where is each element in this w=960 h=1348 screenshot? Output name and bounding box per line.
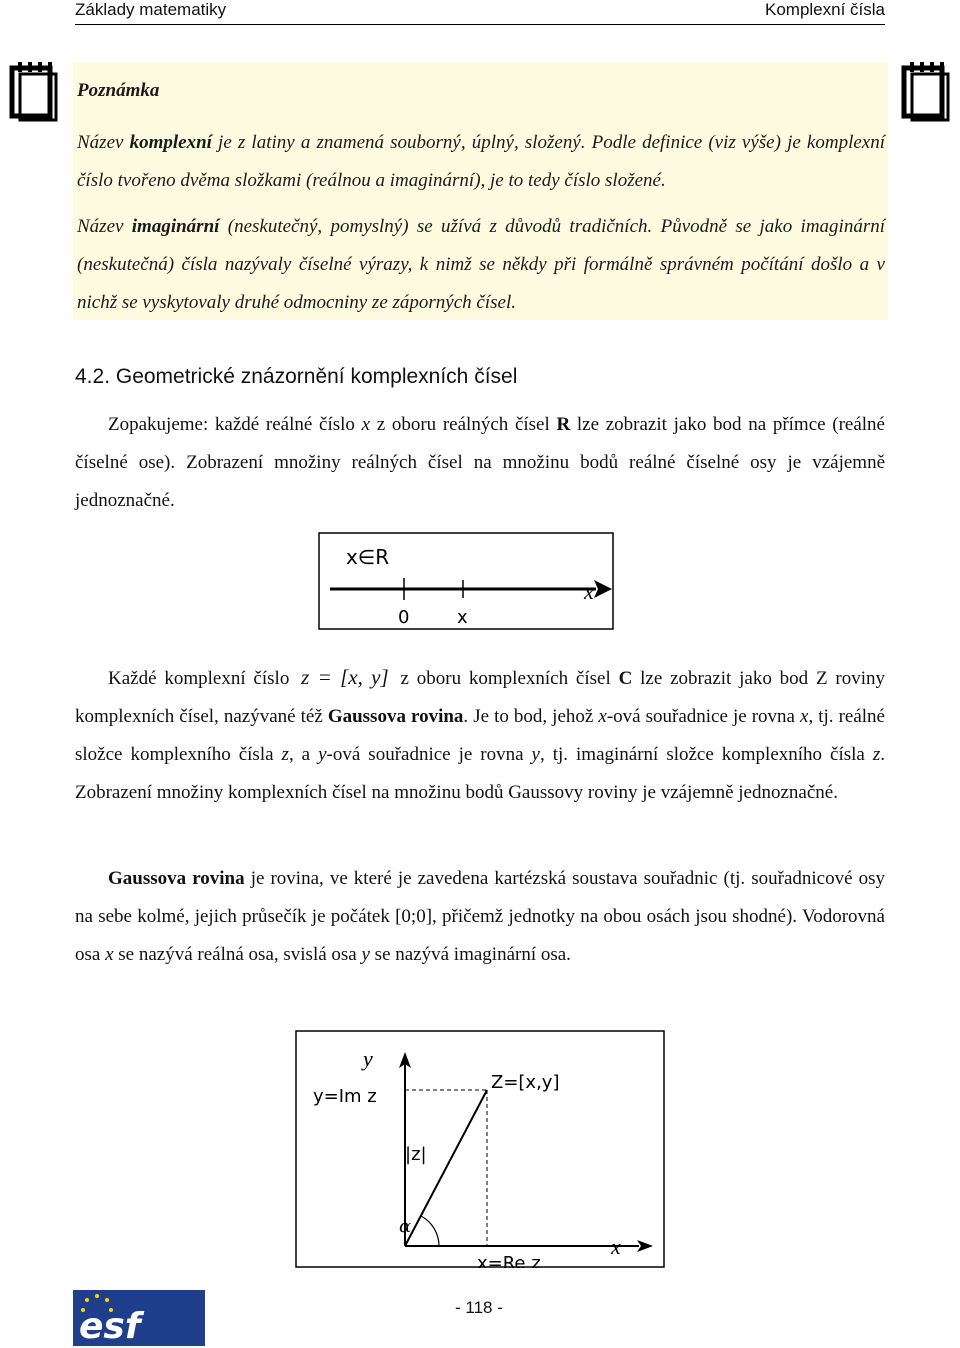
real-part-label: x=Re z [477, 1252, 541, 1268]
paragraph-real-line: Zopakujeme: každé reálné číslo x z oboru reálných čísel R lze zobrazit jako bod na přímce (reálné číselné ose). Zobrazení množiny reálných čísel na množinu bodů reálné číselné osy je vzájemně jednoznačné. [75, 414, 885, 511]
gauss-plane-figure [295, 1030, 665, 1268]
real-number-line-figure [318, 532, 614, 630]
notepad-icon [8, 60, 60, 122]
axis-y-label: y [363, 1046, 373, 1071]
note-paragraph-1: Název komplexní je z latiny a znamená souborný, úplný, složený. Podle definice (viz výše) je komplexní číslo tvořeno dvěma složkami (reálnou a imaginární), je to tedy číslo složené. [77, 132, 885, 191]
notepad-icon [900, 60, 952, 122]
point-z-label: Z=[x,y] [491, 1072, 560, 1093]
paragraph-gauss-plane: Každé komplexní číslo z = [x, y] z oboru komplexních čísel C lze zobrazit jako bod Z roviny komplexních čísel, nazývané též Gaussova rovina. Je to bod, jehož x-ová souřadnice je rovna x, tj. reálné složce komplexního čísla z, a y-ová souřadnice je rovna y, tj. imaginární složce komplexního čísla z. Zobrazení množiny komplexních čísel na množinu bodů Gaussovy roviny je vzájemně jednoznačné. [75, 665, 885, 803]
set-label: x∈R [346, 545, 390, 569]
header-right-title: Komplexní čísla [765, 0, 885, 19]
section-heading: 4.2. Geometrické znázornění komplexních čísel [75, 365, 518, 388]
header-left-title: Základy matematiky [75, 0, 227, 19]
esf-logo-text: esf [79, 1306, 141, 1346]
page-header [75, 0, 885, 25]
note-box [73, 62, 888, 320]
axis-x-label: x [611, 1234, 621, 1259]
alpha-label: α [399, 1216, 412, 1237]
axis-label: x [584, 579, 594, 604]
modulus-label: |z| [405, 1144, 427, 1165]
esf-logo [73, 1290, 205, 1346]
paragraph-gauss-definition: Gaussova rovina je rovina, ve které je zavedena kartézská soustava souřadnic (tj. souřadnicové osy na sebe kolmé, jejich průsečík je počátek [0;0], přičemž jednotky na obou osách jsou shodné). Vodorovná osa x se nazývá reálná osa, svislá osa y se nazývá imaginární osa. [75, 868, 885, 965]
x-point-label: x [457, 606, 468, 628]
note-paragraph-2: Název imaginární (neskutečný, pomyslný) se užívá z důvodů tradičních. Původně se jako imaginární (neskutečná) čísla nazývaly číselné výrazy, k nimž se někdy při formálně správném počítání došlo a v nichž se vyskytovaly druhé odmocniny ze záporných čísel. [77, 216, 886, 313]
imaginary-part-label: y=Im z [313, 1086, 377, 1107]
zero-label: 0 [398, 606, 410, 628]
note-title: Poznámka [77, 80, 160, 101]
page-number: - 118 - [455, 1298, 503, 1317]
formula-z: z = [x, y] [301, 665, 389, 689]
